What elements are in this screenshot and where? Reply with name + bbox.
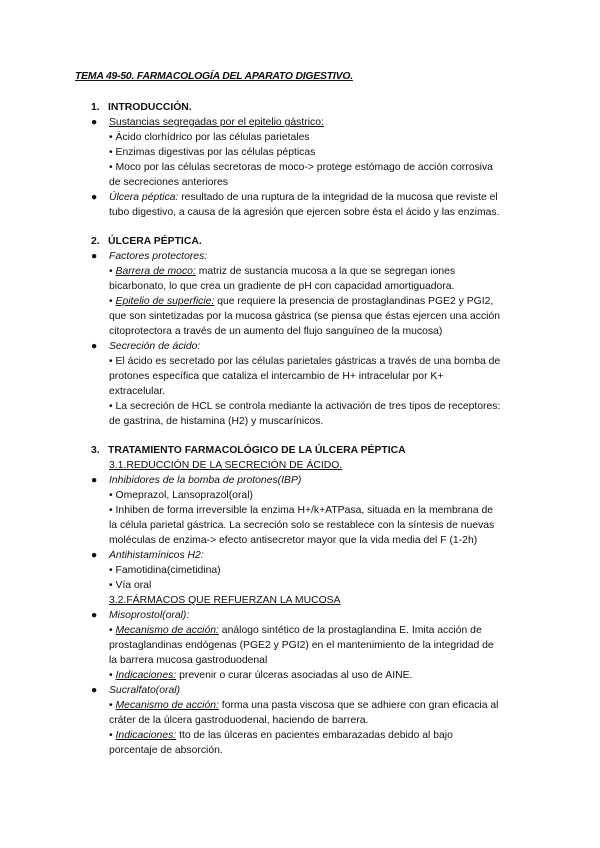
text-line: • El ácido es secretado por las células parietales gástricas a través de una bomba de	[109, 356, 501, 367]
term: Barrera de moco:	[115, 266, 196, 277]
section-number: 1.	[91, 102, 100, 113]
definition: análogo sintético de la prostaglandina E. Imita acción de	[218, 625, 482, 636]
text-line	[109, 294, 493, 309]
term: Mecanismo de acción:	[115, 625, 219, 636]
document-title: TEMA 49-50. FARMACOLOGÍA DEL APARATO DIGESTIVO.	[75, 71, 353, 82]
section-number: 2.	[91, 236, 100, 247]
term: Indicaciones:	[115, 730, 177, 741]
sub-bullet: •	[109, 625, 116, 636]
definition: resultado de una ruptura de la integridad de la mucosa que reviste el	[178, 192, 498, 203]
list-item-text: Sustancias segregadas por el epitelio gástrico:	[109, 117, 324, 128]
text-line: la barrera mucosa gastroduodenal	[109, 655, 268, 666]
text-line: • Omeprazol, Lansoprazol(oral)	[109, 490, 253, 501]
text-line: • Inhiben de forma irreversible la enzima H+/k+ATPasa, situada en la membrana de	[109, 505, 494, 516]
text-line: citoprotectora a través de un aumento del flujo sanguíneo de la mucosa)	[109, 326, 443, 337]
bullet-icon: ●	[91, 685, 98, 696]
text-line: extracelular.	[109, 386, 166, 397]
bullet-icon: ●	[91, 192, 98, 203]
text-line: porcentaje de absorción.	[109, 745, 223, 756]
text-line: prostaglandinas endógenas (PGE2 y PGI2) en el mantenimiento de la integridad de	[109, 640, 494, 651]
text-line	[109, 668, 412, 683]
text-line: moléculas de enzima-> efecto antisecretor mayor que la vida media del F (1-2h)	[109, 535, 478, 546]
bullet-icon: ●	[91, 341, 98, 352]
bullet-icon: ●	[91, 610, 98, 621]
sub-bullet: •	[109, 266, 116, 277]
bullet-icon: ●	[91, 251, 98, 262]
text-line: la célula parietal gástrica. La secreción solo se restablece con la síntesis de nuevas	[109, 520, 495, 531]
subsection-heading: 3.1.REDUCCIÓN DE LA SECRECIÓN DE ÁCIDO.	[109, 460, 343, 471]
list-item-text: Inhibidores de la bomba de protones(IBP)	[109, 475, 302, 486]
list-item-text	[109, 190, 498, 205]
definition: matriz de sustancia mucosa a la que se segregan iones	[195, 266, 456, 277]
definition: prevenir o curar úlceras asociadas al uso de AINE.	[176, 670, 413, 681]
section-number: 3.	[91, 445, 100, 456]
section-heading-ulcera-peptica	[91, 234, 202, 249]
text-line: • Vía oral	[109, 580, 152, 591]
text-line: que son sintetizadas por la mucosa gástrica (se piensa que éstas ejercen una acción	[109, 311, 501, 322]
section-title: TRATAMIENTO FARMACOLÓGICO DE LA ÚLCERA PÉPTICA	[108, 445, 406, 456]
sub-bullet: •	[109, 296, 116, 307]
term: Epitelio de superficie:	[115, 296, 215, 307]
text-line: de secreciones anteriores	[109, 177, 228, 188]
text-line: protones específica que cataliza el intercambio de H+ intracelular por K+	[109, 371, 444, 382]
text-line	[109, 698, 498, 713]
text-line: • La secreción de HCL se controla mediante la activación de tres tipos de receptores:	[109, 401, 501, 412]
section-heading-tratamiento	[91, 443, 406, 458]
text-line: cráter de la úlcera gastroduodenal, haciendo de barrera.	[109, 715, 369, 726]
text-line: de gastrina, de histamina (H2) y muscarínicos.	[109, 416, 324, 427]
text-line: • Ácido clorhídrico por las células parietales	[109, 132, 310, 143]
list-item-text: Secreción de ácido:	[109, 341, 201, 352]
bullet-icon: ●	[91, 550, 98, 561]
list-item-text: Misoprostol(oral):	[109, 610, 190, 621]
bullet-icon: ●	[91, 117, 98, 128]
definition: tto de las úlceras en pacientes embarazadas debido al bajo	[176, 730, 453, 741]
definition: forma una pasta viscosa que se adhiere con gran eficacia al	[218, 700, 499, 711]
text-line: • Enzimas digestivas por las células pépticas	[109, 147, 316, 158]
subsection-heading: 3.2.FÁRMACOS QUE REFUERZAN LA MUCOSA	[109, 595, 341, 606]
text-line	[109, 264, 455, 279]
sub-bullet: •	[109, 730, 116, 741]
bullet-icon: ●	[91, 475, 98, 486]
text-line: • Famotidina(cimetidina)	[109, 565, 221, 576]
list-item-text: Factores protectores:	[109, 251, 208, 262]
list-item-text: Sucralfato(oral)	[109, 685, 181, 696]
text-line	[109, 728, 453, 743]
list-item-text: Antihistamínicos H2:	[109, 550, 204, 561]
text-line: • Moco por las células secretoras de moco-> protege estómago de acción corrosiva	[109, 162, 493, 173]
text-line	[109, 623, 482, 638]
section-title: ÚLCERA PÉPTICA.	[108, 236, 202, 247]
term: Mecanismo de acción:	[115, 700, 219, 711]
sub-bullet: •	[109, 700, 116, 711]
term: Indicaciones:	[115, 670, 177, 681]
section-heading-introduccion	[91, 100, 192, 115]
term: Úlcera péptica:	[109, 192, 179, 203]
text-line: tubo digestivo, a causa de la agresión que ejercen sobre ésta el ácido y las enzimas.	[109, 207, 500, 218]
text-line: bicarbonato, lo que crea un gradiente de pH con capacidad amortiguadora.	[109, 281, 455, 292]
sub-bullet: •	[109, 670, 116, 681]
definition: que requiere la presencia de prostaglandinas PGE2 y PGI2,	[214, 296, 494, 307]
section-title: INTRODUCCIÓN.	[108, 102, 192, 113]
